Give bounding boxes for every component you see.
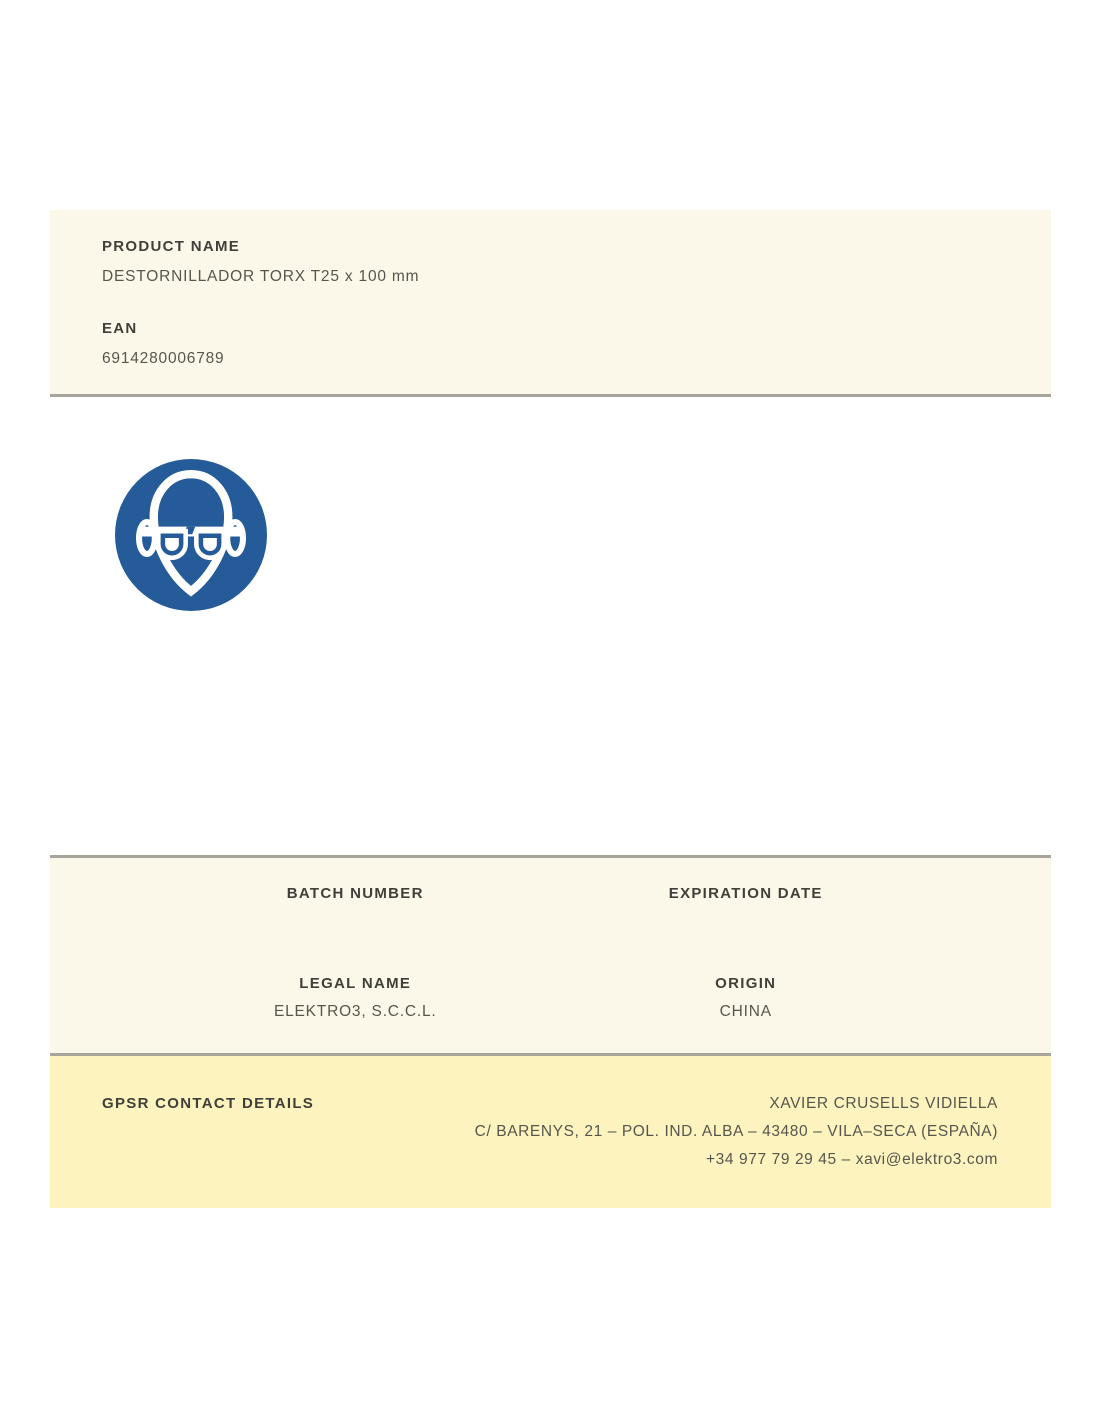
origin-value: CHINA [719,1003,772,1020]
product-card [50,210,1051,397]
gpsr-contact-name: XAVIER CRUSELLS VIDIELLA [769,1095,998,1112]
expiration-date-label: EXPIRATION DATE [668,885,823,902]
gpsr-contact-phone-email: +34 977 79 29 45 – xavi@elektro3.com [706,1151,998,1168]
origin-label: ORIGIN [715,975,777,992]
product-name-label: PRODUCT NAME [102,238,241,255]
gpsr-contact-details-label: GPSR CONTACT DETAILS [102,1095,315,1112]
gpsr-card [50,1056,1051,1208]
ean-label: EAN [102,320,138,337]
product-name-value: DESTORNILLADOR TORX T25 x 100 mm [102,268,420,285]
legal-name-cell [160,973,551,1023]
batch-number-label: BATCH NUMBER [286,885,424,902]
legal-name-label: LEGAL NAME [299,975,412,992]
ean-value: 6914280006789 [102,350,225,367]
batch-card [50,855,1051,1056]
expiration-date-cell [551,883,942,933]
gpsr-contact-address: C/ BARENYS, 21 – POL. IND. ALBA – 43480 – VILA–SECA (ESPAÑA) [474,1123,998,1140]
gpsr-contact-block [475,1090,998,1174]
expiration-date-value [551,911,942,933]
wear-eye-protection-icon [115,459,267,611]
legal-name-value: ELEKTRO3, S.C.C.L. [273,1003,437,1020]
batch-number-value [160,911,551,933]
batch-number-cell [160,883,551,933]
origin-cell [551,973,942,1023]
